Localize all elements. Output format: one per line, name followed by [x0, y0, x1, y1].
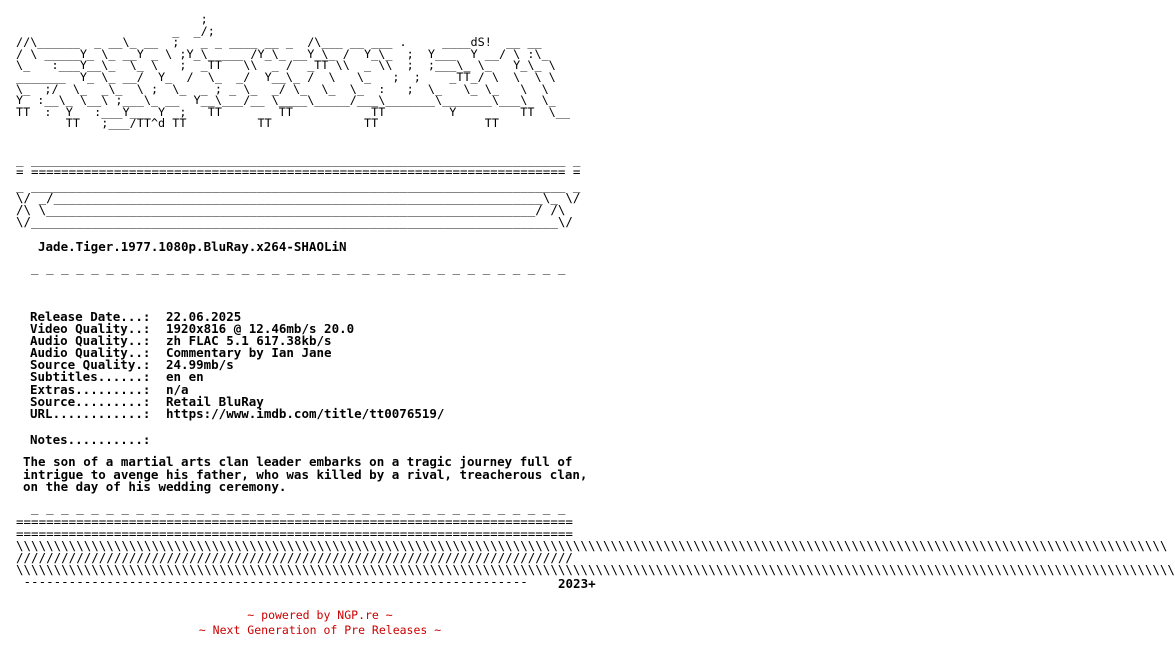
year-tag: 2023+: [558, 576, 596, 591]
separator-dashed-2: _ _ _ _ _ _ _ _ _ _ _ _ _ _ _ _ _ _ _ _ _ _ _ _ _ _ _ _ _ _ _ _ _ _ _ _: [16, 260, 566, 275]
field-key: Subtitles......:: [30, 369, 151, 385]
field-key: Audio Quality..:: [30, 333, 151, 349]
release-info-fields: [30, 311, 444, 420]
field-value: Commentary by Ian Jane: [166, 345, 332, 361]
field-key: Extras.........:: [30, 381, 151, 397]
field-key: URL............:: [30, 405, 151, 421]
separator-backslash-2: \\\\\\\\\\\\\\\\\\\\\\\\\\\\\\\\\\\\\\\\\\\\\\\\\\\\\\\\\\\\\\\\\\\\\\\\\\\\\\\\\\\\\\\\\\\\\\\\\\\\\\\\\\\\\\\\\\\\\\\\\\\\\\\\\\\\\\\\\\\\\\\\\\\\\\\\\\: [16, 562, 1175, 577]
plot-description: The son of a martial arts clan leader embarks on a tragic journey full of intrigue to avenge his father, who was killed by a rival, treacherous clan, on the day of his wedding ceremony.: [23, 454, 595, 494]
field-value: en en: [166, 369, 204, 385]
release-name: Jade.Tiger.1977.1080p.BluRay.x264-SHAOLiN: [38, 239, 347, 254]
separator-dashed-bottom: _ _ _ _ _ _ _ _ _ _ _ _ _ _ _ _ _ _ _ _ _ _ _ _ _ _ _ _ _ _ _ _ _ _ _ _: [16, 500, 566, 515]
field-value: https://www.imdb.com/title/tt0076519/: [166, 405, 445, 421]
field-value: Retail BluRay: [166, 393, 264, 409]
separator-chevron-2: /\ \_________________________________________________________________/ /\: [16, 202, 566, 217]
footer-tagline: ~ Next Generation of Pre Releases ~: [198, 623, 442, 637]
ascii-logo-art: ; _ _/; //\______ _ __\_ __ ; _ _ ____ __ _ /\___ __ ___ . ____dS! __ __ / \ _____Y_ \_ __Y _ \ ;Y_\_ ___ /Y_\_ __Y_\_ / Y_\_ ; Y___ Y __/ \ :\_ \_ :___Y__\_ \_ \ ; _TT \\ _ / _TT \\ _ \\ ; ;___\_ \_ Y_\_ \ _______ Y_ \_ __/ Y_ / \_ _/ Y__\_ / \ \_ ; ; _TT_/ \ \ \ \ \_ ;/ \_ _\_ \ ; \_ _ ; _ \_ _/ \_ \_ \_ : ; \_ \_ \_ \ \ Y :__\_ \__\ ;___\_ __ Y__\___/__ \____\_____/___\_______\_______\___\ \_ TT : Y :___Y__ Y ; TT TT TT Y TT \__ TT ;___/TT^d TT TT TT TT: [16, 12, 570, 131]
separator-dashed-top: _ _______________________________________________________________________ _: [16, 152, 581, 167]
separator-final-line: -------------------------------------------------------------------: [16, 574, 528, 589]
field-url: [30, 405, 445, 421]
separator-slash: //////////////////////////////////////////////////////////////////////////: [16, 550, 573, 565]
separator-double-bottom-1: ==========================================================================: [16, 514, 573, 529]
separator-backslash-1: \\\\\\\\\\\\\\\\\\\\\\\\\\\\\\\\\\\\\\\\\\\\\\\\\\\\\\\\\\\\\\\\\\\\\\\\\\\\\\\\\\\\\\\\\\\\\\\\\\\\\\\\\\\\\\\\\\\\\\\\\\\\\\\\\\\\\\\\\\\\\\\\\\\\\\\\\: [16, 538, 1168, 553]
separator-double-bottom-2: ==========================================================================: [16, 526, 573, 541]
notes-label: Notes..........:: [30, 432, 151, 447]
field-key: Release Date...:: [30, 309, 151, 324]
field-key: Video Quality..:: [30, 321, 151, 337]
footer-powered-by[interactable]: ~ powered by NGP.re ~: [247, 608, 393, 622]
field-key: Source.........:: [30, 393, 151, 409]
field-value: zh FLAC 5.1 617.38kb/s: [166, 333, 332, 349]
field-key: Source Quality.:: [30, 357, 151, 373]
field-value: 24.99mb/s: [166, 357, 234, 373]
separator-double-1: = ======================================================================= =: [16, 164, 581, 179]
field-value: 22.06.2025: [166, 309, 242, 324]
field-key: Audio Quality..:: [30, 345, 151, 361]
separator-chevron-3: \/______________________________________________________________________\/: [16, 214, 573, 229]
field-value: 1920x816 @ 12.46mb/s 20.0: [166, 321, 355, 337]
separator-underline-1: _ _______________________________________________________________________ _: [16, 178, 581, 193]
separator-chevron-1: \/ _/_________________________________________________________________\_ \/: [16, 190, 581, 205]
field-value: n/a: [166, 381, 189, 397]
